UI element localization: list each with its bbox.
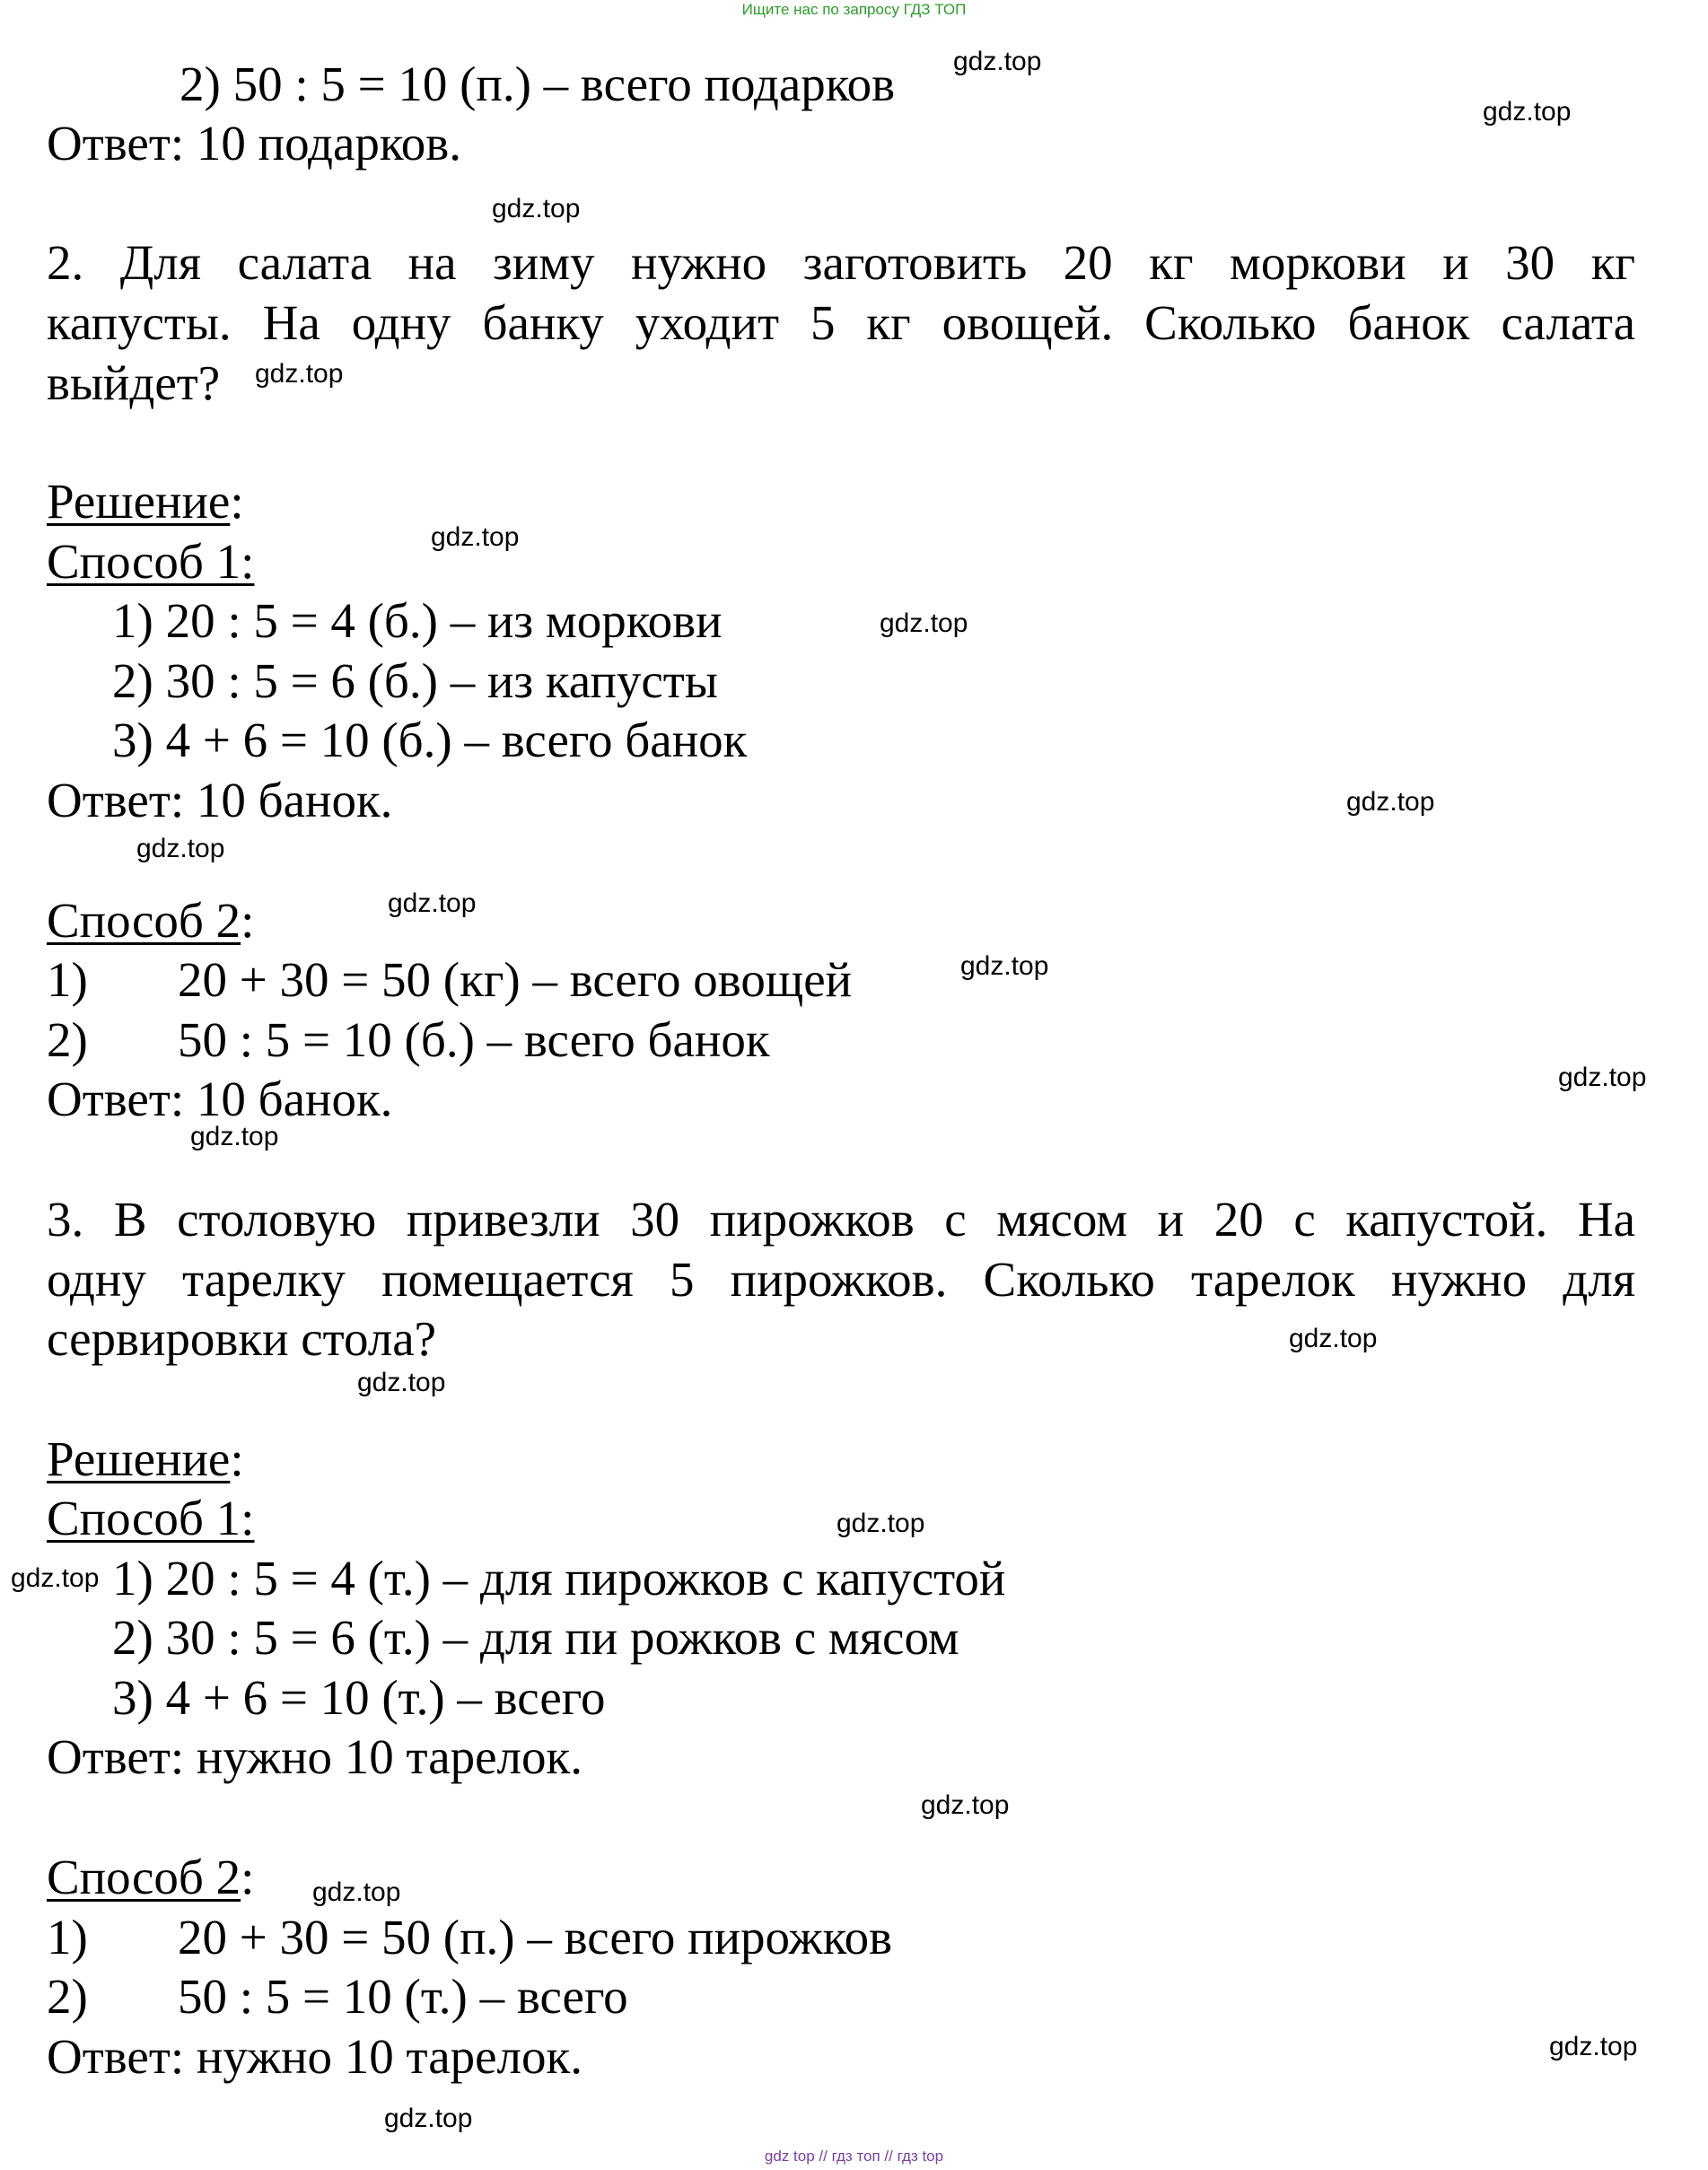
task2-m1-step-3: 3) 4 + 6 = 10 (б.) – всего банок: [112, 713, 748, 767]
task3-method-2-heading: [47, 1852, 254, 1902]
watermark: gdz.top: [190, 1122, 279, 1151]
task2-m2-num-1: 1): [47, 952, 88, 1007]
solution-colon: :: [230, 1431, 244, 1486]
method-2-label: Способ 2: [47, 1850, 241, 1904]
solution-label: Решение: [47, 474, 231, 529]
prev-step-2: 2) 50 : 5 = 10 (п.) – всего подарков: [180, 57, 896, 111]
task2-line-1: 2. Для салата на зиму нужно заготовить 20 кг моркови и 30 кг: [47, 235, 1635, 290]
task3-solution-heading: [47, 1431, 244, 1486]
task3-line-2: одну тарелку помещается 5 пирожков. Сколько тарелок нужно для: [47, 1252, 1635, 1307]
top-banner: Ищите нас по запросу ГДЗ ТОП: [741, 1, 967, 18]
watermark: gdz.top: [880, 608, 968, 638]
watermark: gdz.top: [836, 1509, 925, 1538]
solution-label: Решение: [47, 1431, 231, 1486]
watermark: gdz.top: [11, 1563, 100, 1593]
method-2-colon: :: [241, 893, 255, 948]
task3-m2-num-1: 1): [47, 1910, 88, 1964]
task3-m1-step-2: 2) 30 : 5 = 6 (т.) – для пи рожков с мясом: [112, 1610, 959, 1665]
watermark: gdz.top: [136, 834, 225, 863]
watermark: gdz.top: [921, 1790, 1010, 1820]
task3-m1-step-3: 3) 4 + 6 = 10 (т.) – всего: [112, 1670, 606, 1725]
task3-line-1: 3. В столовую привезли 30 пирожков с мясом и 20 с капустой. На: [47, 1192, 1635, 1247]
solution-colon: :: [230, 474, 244, 529]
task3-m1-answer: Ответ: нужно 10 тарелок.: [47, 1729, 582, 1784]
task3-m2-step-2: 50 : 5 = 10 (т.) – всего: [178, 1969, 628, 2024]
watermark: gdz.top: [960, 951, 1049, 981]
task2-m1-step-1: 1) 20 : 5 = 4 (б.) – из моркови: [112, 593, 723, 648]
task2-solution-heading: [47, 474, 244, 529]
watermark: gdz.top: [431, 522, 520, 552]
task2-m2-step-2: 50 : 5 = 10 (б.) – всего банок: [178, 1012, 770, 1067]
task3-m2-answer: Ответ: нужно 10 тарелок.: [47, 2029, 582, 2084]
task3-line-3: сервировки стола?: [47, 1311, 437, 1366]
watermark: gdz.top: [384, 2104, 473, 2133]
task2-m2-answer: Ответ: 10 банок.: [47, 1072, 393, 1126]
watermark: gdz.top: [1558, 1063, 1647, 1092]
task3-m1-step-1: 1) 20 : 5 = 4 (т.) – для пирожков с капустой: [112, 1551, 1006, 1606]
prev-answer: Ответ: 10 подарков.: [47, 116, 462, 171]
task2-line-2: капусты. На одну банку уходит 5 кг овощей. Сколько банок салата: [47, 295, 1635, 350]
task3-method-1-heading: Способ 1:: [47, 1491, 255, 1545]
method-2-colon: :: [241, 1850, 255, 1904]
task2-m2-step-1: 20 + 30 = 50 (кг) – всего овощей: [178, 952, 853, 1007]
task2-m1-answer: Ответ: 10 банок.: [47, 773, 393, 827]
watermark: gdz.top: [1549, 2032, 1638, 2061]
watermark: gdz.top: [1483, 97, 1572, 127]
task2-line-3: выйдет?: [47, 355, 221, 410]
method-2-label: Способ 2: [47, 893, 241, 948]
task2-m2-num-2: 2): [47, 1012, 88, 1067]
watermark: gdz.top: [953, 47, 1042, 76]
watermark: gdz.top: [1346, 787, 1435, 817]
watermark: gdz.top: [357, 1368, 446, 1397]
watermark: gdz.top: [1289, 1324, 1378, 1353]
bottom-banner: gdz top // гдз топ // гдз top: [764, 2148, 944, 2165]
task2-method-2-heading: [47, 893, 255, 948]
watermark: gdz.top: [388, 888, 477, 918]
task2-method-1-heading: Способ 1:: [47, 534, 255, 589]
watermark: gdz.top: [492, 194, 581, 223]
task2-m1-step-2: 2) 30 : 5 = 6 (б.) – из капусты: [112, 653, 718, 708]
watermark: gdz.top: [312, 1877, 401, 1907]
watermark: gdz.top: [255, 359, 344, 389]
task3-m2-num-2: 2): [47, 1969, 88, 2024]
task3-m2-step-1: 20 + 30 = 50 (п.) – всего пирожков: [178, 1910, 893, 1964]
